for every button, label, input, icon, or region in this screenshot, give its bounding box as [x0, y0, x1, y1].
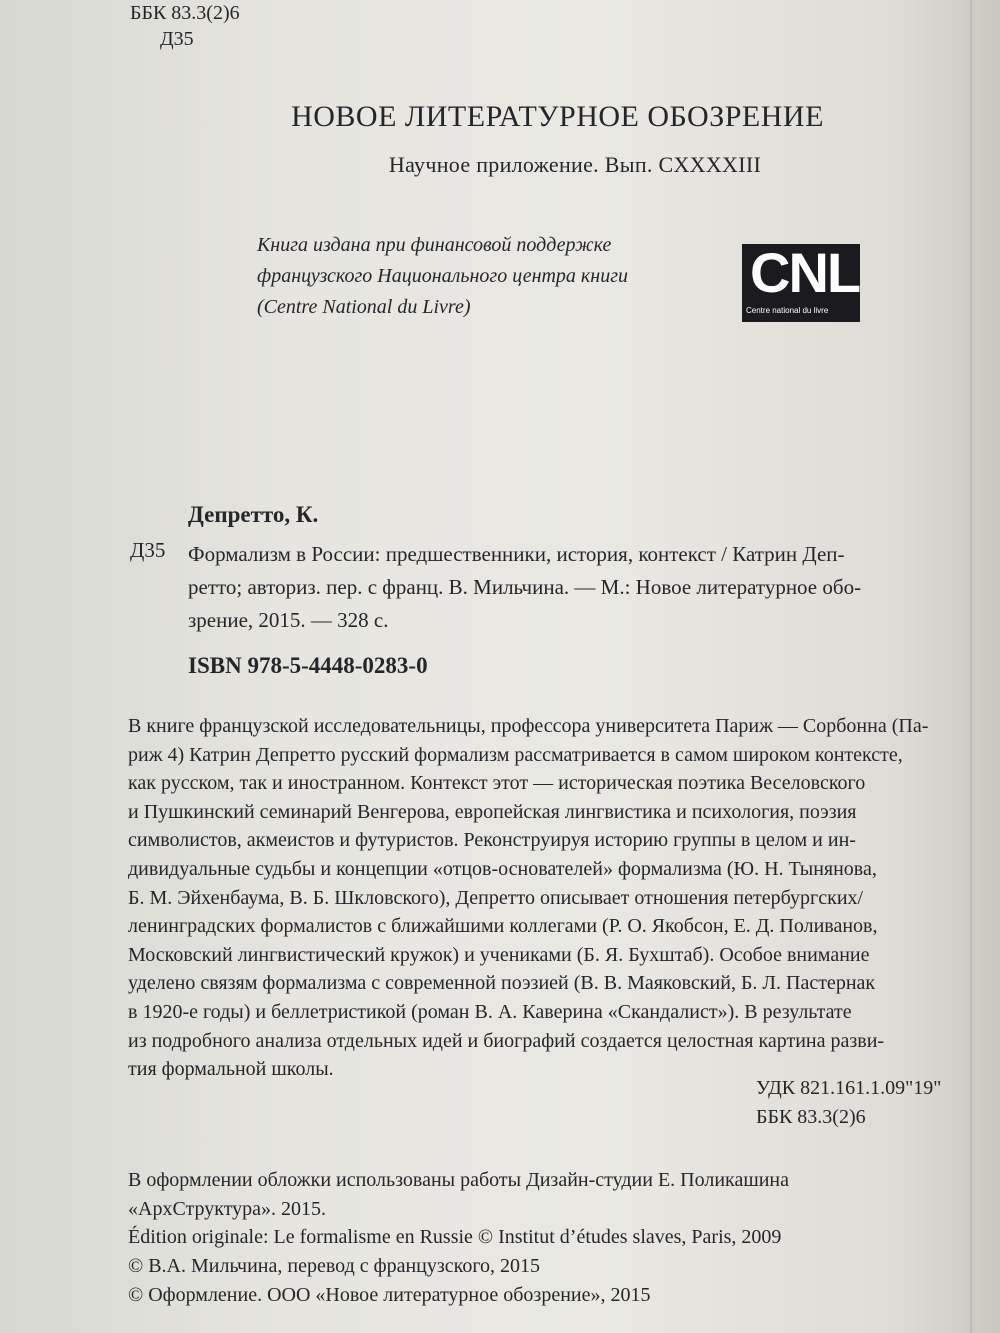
annotation-line: и Пушкинский семинарий Венгерова, европейская лингвистика и психология, поэзия	[128, 800, 857, 823]
funding-note-line: французского Национального центра книги	[257, 265, 629, 287]
funding-note-line: (Centre National du Livre)	[257, 296, 471, 318]
record-description	[188, 538, 928, 637]
annotation-line: тия формальной школы.	[128, 1058, 334, 1081]
annotation-line: риж 4) Катрин Депретто русский формализм рассматривается в самом широком контексте,	[128, 743, 903, 766]
annotation-line: В книге французской исследовательницы, профессора университета Париж — Сорбонна (Па-	[128, 715, 929, 737]
author-mark-top: Д35	[160, 28, 194, 50]
series-subtitle: Научное приложение. Вып. CXXXXIII	[388, 152, 762, 177]
isbn: ISBN 978-5-4448-0283-0	[188, 653, 428, 678]
imprint-line: Édition originale: Le formalisme en Russie © Institut d’études slaves, Paris, 2009	[128, 1226, 782, 1249]
cnl-logo-letters: CNL	[750, 244, 860, 304]
annotation-line: ленинградских формалистов с ближайшими коллегами (Р. О. Якобсон, Е. Д. Поливанов,	[128, 915, 878, 938]
cnl-logo	[742, 244, 860, 322]
cnl-logo-caption: Centre national du livre	[746, 306, 829, 315]
record-description-line: Формализм в России: предшественники, история, контекст / Катрин Деп-	[188, 542, 845, 566]
annotation-line: уделено связям формализма с современной поэзией (В. В. Маяковский, Б. Л. Пастернак	[128, 972, 876, 995]
imprint-line: © Оформление. ООО «Новое литературное обозрение», 2015	[128, 1283, 651, 1306]
funding-note-line: Книга издана при финансовой поддержке	[257, 234, 612, 256]
record-author: Депретто, К.	[188, 502, 319, 527]
funding-note	[257, 230, 628, 323]
annotation	[128, 712, 928, 1084]
imprint-line: В оформлении обложки использованы работы Дизайн-студии Е. Поликашина	[128, 1169, 790, 1191]
annotation-line: дивидуальные судьбы и концепции «отцов-основателей» формализма (Ю. Н. Тынянова,	[128, 857, 877, 880]
annotation-line: Московский лингвистический кружок) и учениками (Б. Я. Бухштаб). Особое внимание	[128, 943, 870, 966]
record-description-line: ретто; авториз. пер. с франц. В. Мильчина. — М.: Новое литературное обо-	[188, 575, 862, 599]
bbk-code-bottom: ББК 83.3(2)6	[756, 1106, 866, 1128]
annotation-line: символистов, акмеистов и футуристов. Реконструируя историю группы в целом и ин-	[128, 829, 856, 852]
record-author-mark: Д35	[130, 538, 166, 562]
bbk-code-top: ББК 83.3(2)6	[130, 2, 240, 24]
annotation-line: в 1920-е годы) и беллетристикой (роман В. А. Каверина «Скандалист»). В результате	[128, 1000, 852, 1023]
udk-code: УДК 821.161.1.09"19"	[756, 1077, 942, 1099]
imprint	[128, 1166, 789, 1310]
annotation-line: из подробного анализа отдельных идей и биографий создается целостная картина разви-	[128, 1029, 885, 1052]
imprint-line: © В.А. Мильчина, перевод с французского, 2015	[128, 1255, 541, 1278]
page-edge	[970, 0, 972, 1333]
annotation-line: Б. М. Эйхенбаума, В. Б. Шкловского), Депретто описывает отношения петербургских/	[128, 886, 864, 909]
annotation-line: как русском, так и иностранном. Контекст этот — историческая поэтика Веселовского	[128, 772, 866, 795]
record-description-line: зрение, 2015. — 328 с.	[188, 608, 389, 632]
imprint-line: «АрхСтруктура». 2015.	[128, 1197, 327, 1220]
series-title: НОВОЕ ЛИТЕРАТУРНОЕ ОБОЗРЕНИЕ	[291, 100, 824, 133]
